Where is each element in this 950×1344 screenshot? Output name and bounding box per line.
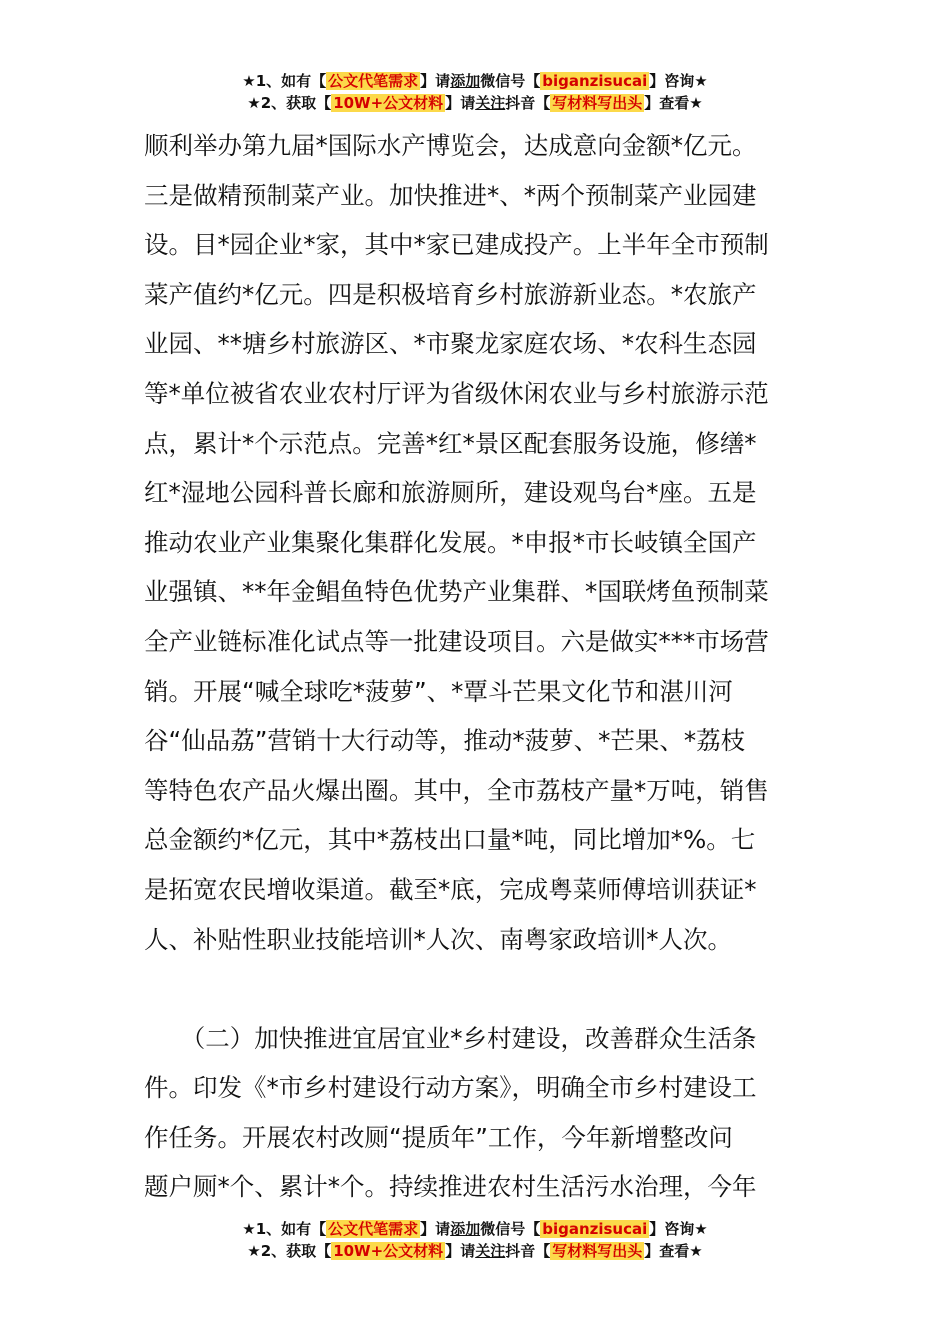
banner-text: 】咨询★ (649, 72, 708, 90)
banner-text: 】请 (445, 94, 476, 112)
banner-highlight: 10W+公文材料 (333, 1242, 444, 1260)
banner-highlight: 公文代笔需求 (328, 72, 419, 90)
banner-text: 】查看★ (644, 94, 703, 112)
banner-text: 】请 (420, 72, 451, 90)
document-body (144, 121, 812, 1212)
banner-underlined-text: 添加 (450, 1220, 481, 1238)
banner-text: ★1、如有【 (242, 1220, 327, 1238)
body-line: 点，累计*个示范点。完善*红*景区配套服务设施，修缮* (144, 428, 757, 458)
banner-text: 】请 (420, 1220, 451, 1238)
banner-text: ★2、获取【 (247, 94, 332, 112)
body-line: 等*单位被省农业农村厅评为省级休闲农业与乡村旅游示范 (144, 378, 769, 408)
body-line: 三是做精预制菜产业。加快推进*、*两个预制菜产业园建 (144, 180, 757, 210)
body-line: 人、补贴性职业技能培训*人次、南粤家政培训*人次。 (144, 924, 732, 954)
banner-highlight: 公文代笔需求 (328, 1220, 419, 1238)
banner-text: 】查看★ (644, 1242, 703, 1260)
banner-text: 】请 (445, 1242, 476, 1260)
body-line: 件。印发《*市乡村建设行动方案》，明确全市乡村建设工 (144, 1073, 757, 1103)
banner-highlight: biganzisucai (542, 1220, 648, 1238)
banner-underlined-text: 添加 (450, 72, 481, 90)
body-line: 设。目*园企业*家，其中*家已建成投产。上半年全市预制 (144, 230, 769, 260)
body-line: 全产业链标准化试点等一批建设项目。六是做实***市场营 (144, 626, 769, 656)
banner-text: ★2、获取【 (247, 1242, 332, 1260)
banner-line-2 (0, 92, 950, 114)
banner-text: 】咨询★ (649, 1220, 708, 1238)
banner-highlight: 10W+公文材料 (333, 94, 444, 112)
body-line: 作任务。开展农村改厕“提质年”工作，今年新增整改问 (144, 1122, 733, 1152)
paragraph-spacer (144, 964, 812, 1014)
banner-text: 微信号【 (480, 72, 541, 90)
body-line: 等特色农产品火爆出圈。其中，全市荔枝产量*万吨，销售 (144, 775, 769, 805)
banner-text: 微信号【 (480, 1220, 541, 1238)
banner-highlight: 写材料写出头 (552, 94, 643, 112)
body-line: 红*湿地公园科普长廊和旅游厕所，建设观鸟台*座。五是 (144, 478, 757, 508)
section-heading-line: （二）加快推进宜居宜业*乡村建设，改善群众生活条 (144, 1023, 757, 1053)
body-line: 题户厕*个、累计*个。持续推进农村生活污水治理，今年 (144, 1172, 757, 1202)
body-line: 谷“仙品荔”营销十大行动等，推动*菠萝、*芒果、*荔枝 (144, 726, 746, 756)
body-line: 业强镇、**年金鲳鱼特色优势产业集群、*国联烤鱼预制菜 (144, 577, 769, 607)
banner-underlined-text: 关注 (475, 94, 506, 112)
body-line: 销。开展“喊全球吃*菠萝”、*覃斗芒果文化节和湛川河 (144, 676, 733, 706)
banner-text: 抖音【 (505, 1242, 551, 1260)
banner-highlight: biganzisucai (542, 72, 648, 90)
banner-line-2 (0, 1240, 950, 1262)
body-line: 菜产值约*亿元。四是积极培育乡村旅游新业态。*农旅产 (144, 279, 757, 309)
banner-line-1 (0, 70, 950, 92)
header-banner (0, 70, 950, 114)
body-line: 推动农业产业集聚化集群化发展。*申报*市长岐镇全国产 (144, 527, 757, 557)
banner-text: 抖音【 (505, 94, 551, 112)
body-line: 总金额约*亿元，其中*荔枝出口量*吨，同比增加*%。七 (144, 825, 756, 855)
body-line: 是拓宽农民增收渠道。截至*底，完成粤菜师傅培训获证* (144, 874, 757, 904)
banner-text: ★1、如有【 (242, 72, 327, 90)
body-line: 业园、**塘乡村旅游区、*市聚龙家庭农场、*农科生态园 (144, 329, 757, 359)
body-line: 顺利举办第九届*国际水产博览会，达成意向金额*亿元。 (144, 131, 757, 160)
banner-underlined-text: 关注 (475, 1242, 506, 1260)
footer-banner (0, 1218, 950, 1262)
banner-line-1 (0, 1218, 950, 1240)
banner-highlight: 写材料写出头 (552, 1242, 643, 1260)
